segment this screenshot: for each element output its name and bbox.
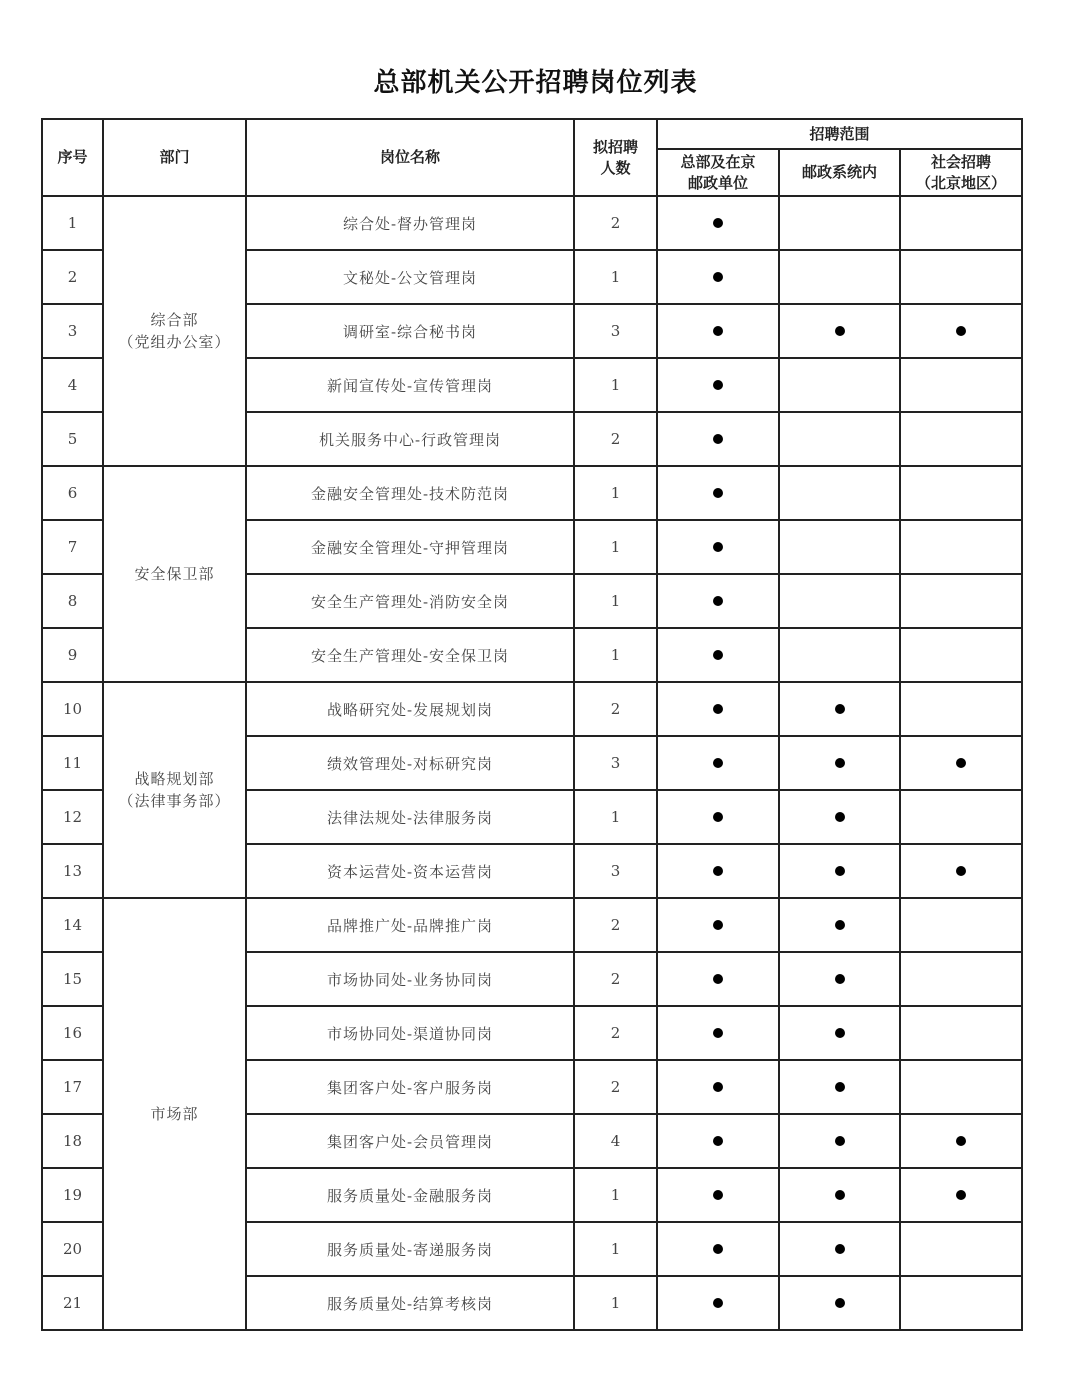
header-position: 岗位名称 (246, 119, 574, 196)
bullet-dot-icon (713, 434, 723, 444)
bullet-dot-icon (835, 704, 845, 714)
scope-public-cell (900, 1168, 1022, 1222)
row-seq: 13 (42, 844, 103, 898)
bullet-dot-icon (956, 326, 966, 336)
dept-subname: （法律事务部） (118, 792, 231, 810)
scope-hq-cell (657, 574, 779, 628)
scope-postal-cell (779, 250, 900, 304)
bullet-dot-icon (713, 866, 723, 876)
row-count: 1 (574, 466, 657, 520)
scope-public-cell (900, 952, 1022, 1006)
bullet-dot-icon (835, 1244, 845, 1254)
row-position: 综合处-督办管理岗 (246, 196, 574, 250)
row-count: 3 (574, 844, 657, 898)
row-position: 品牌推广处-品牌推广岗 (246, 898, 574, 952)
row-count: 1 (574, 1276, 657, 1330)
row-count: 3 (574, 736, 657, 790)
bullet-dot-icon (713, 812, 723, 822)
scope-hq-cell (657, 682, 779, 736)
dept-cell (103, 682, 246, 898)
bullet-dot-icon (713, 1082, 723, 1092)
scope-public-cell (900, 790, 1022, 844)
scope-public-cell (900, 628, 1022, 682)
scope-postal-cell (779, 304, 900, 358)
scope-hq-cell (657, 358, 779, 412)
header-scope-hq-line2: 邮政单位 (687, 173, 748, 192)
row-position: 集团客户处-客户服务岗 (246, 1060, 574, 1114)
bullet-dot-icon (956, 1136, 966, 1146)
scope-postal-cell (779, 952, 900, 1006)
bullet-dot-icon (835, 326, 845, 336)
scope-postal-cell (779, 412, 900, 466)
dept-cell (103, 898, 246, 1330)
row-position: 金融安全管理处-守押管理岗 (246, 520, 574, 574)
bullet-dot-icon (713, 758, 723, 768)
scope-hq-cell (657, 952, 779, 1006)
row-count: 2 (574, 898, 657, 952)
row-position: 金融安全管理处-技术防范岗 (246, 466, 574, 520)
row-count: 1 (574, 574, 657, 628)
scope-postal-cell (779, 358, 900, 412)
bullet-dot-icon (713, 542, 723, 552)
scope-hq-cell (657, 466, 779, 520)
row-seq: 10 (42, 682, 103, 736)
scope-public-cell (900, 736, 1022, 790)
dept-cell (103, 196, 246, 466)
row-count: 2 (574, 412, 657, 466)
scope-postal-cell (779, 898, 900, 952)
bullet-dot-icon (713, 326, 723, 336)
dept-subname: （党组办公室） (118, 333, 231, 351)
row-position: 服务质量处-寄递服务岗 (246, 1222, 574, 1276)
scope-public-cell (900, 844, 1022, 898)
row-seq: 17 (42, 1060, 103, 1114)
scope-hq-cell (657, 844, 779, 898)
row-count: 1 (574, 520, 657, 574)
row-count: 1 (574, 1222, 657, 1276)
row-seq: 3 (42, 304, 103, 358)
scope-postal-cell (779, 1114, 900, 1168)
recruitment-table (41, 118, 1023, 1331)
scope-hq-cell (657, 1060, 779, 1114)
header-count-line1: 拟招聘 (592, 137, 638, 156)
row-position: 文秘处-公文管理岗 (246, 250, 574, 304)
bullet-dot-icon (835, 866, 845, 876)
row-count: 1 (574, 628, 657, 682)
row-count: 1 (574, 358, 657, 412)
scope-hq-cell (657, 250, 779, 304)
scope-hq-cell (657, 1168, 779, 1222)
row-position: 调研室-综合秘书岗 (246, 304, 574, 358)
scope-hq-cell (657, 196, 779, 250)
scope-public-cell (900, 466, 1022, 520)
scope-public-cell (900, 1114, 1022, 1168)
dept-name: 市场部 (150, 1105, 199, 1123)
scope-public-cell (900, 682, 1022, 736)
scope-public-cell (900, 412, 1022, 466)
row-position: 安全生产管理处-消防安全岗 (246, 574, 574, 628)
scope-public-cell (900, 1222, 1022, 1276)
row-position: 机关服务中心-行政管理岗 (246, 412, 574, 466)
row-position: 安全生产管理处-安全保卫岗 (246, 628, 574, 682)
scope-postal-cell (779, 682, 900, 736)
bullet-dot-icon (713, 488, 723, 498)
header-count-line2: 人数 (600, 158, 631, 177)
row-position: 服务质量处-金融服务岗 (246, 1168, 574, 1222)
bullet-dot-icon (835, 758, 845, 768)
header-scope-hq-line1: 总部及在京 (680, 152, 756, 171)
dept-cell (103, 466, 246, 682)
scope-hq-cell (657, 1222, 779, 1276)
row-position: 资本运营处-资本运营岗 (246, 844, 574, 898)
bullet-dot-icon (713, 1028, 723, 1038)
bullet-dot-icon (713, 920, 723, 930)
scope-postal-cell (779, 1276, 900, 1330)
dept-name: 综合部 (150, 311, 199, 329)
scope-public-cell (900, 1276, 1022, 1330)
header-scope-public-line2: （北京地区） (915, 173, 1006, 192)
row-count: 1 (574, 250, 657, 304)
row-count: 1 (574, 790, 657, 844)
bullet-dot-icon (835, 1082, 845, 1092)
page-title: 总部机关公开招聘岗位列表 (373, 68, 698, 98)
bullet-dot-icon (713, 1244, 723, 1254)
bullet-dot-icon (713, 380, 723, 390)
row-seq: 6 (42, 466, 103, 520)
row-count: 4 (574, 1114, 657, 1168)
scope-public-cell (900, 1006, 1022, 1060)
scope-postal-cell (779, 196, 900, 250)
scope-hq-cell (657, 1006, 779, 1060)
header-count (574, 119, 657, 196)
scope-postal-cell (779, 628, 900, 682)
bullet-dot-icon (835, 920, 845, 930)
bullet-dot-icon (956, 758, 966, 768)
header-scope-postal: 邮政系统内 (779, 149, 900, 196)
bullet-dot-icon (713, 218, 723, 228)
row-position: 绩效管理处-对标研究岗 (246, 736, 574, 790)
header-seq: 序号 (42, 119, 103, 196)
row-seq: 18 (42, 1114, 103, 1168)
row-position: 市场协同处-业务协同岗 (246, 952, 574, 1006)
bullet-dot-icon (713, 704, 723, 714)
table-row (42, 682, 1022, 736)
scope-postal-cell (779, 844, 900, 898)
scope-public-cell (900, 304, 1022, 358)
row-seq: 20 (42, 1222, 103, 1276)
scope-public-cell (900, 520, 1022, 574)
scope-postal-cell (779, 1006, 900, 1060)
row-seq: 5 (42, 412, 103, 466)
row-count: 1 (574, 1168, 657, 1222)
bullet-dot-icon (713, 1298, 723, 1308)
scope-hq-cell (657, 790, 779, 844)
scope-hq-cell (657, 304, 779, 358)
scope-hq-cell (657, 628, 779, 682)
row-position: 市场协同处-渠道协同岗 (246, 1006, 574, 1060)
row-seq: 21 (42, 1276, 103, 1330)
table-row (42, 898, 1022, 952)
row-seq: 4 (42, 358, 103, 412)
scope-postal-cell (779, 1222, 900, 1276)
row-seq: 12 (42, 790, 103, 844)
row-position: 服务质量处-结算考核岗 (246, 1276, 574, 1330)
table-row (42, 196, 1022, 250)
row-seq: 1 (42, 196, 103, 250)
row-seq: 19 (42, 1168, 103, 1222)
scope-hq-cell (657, 520, 779, 574)
bullet-dot-icon (713, 272, 723, 282)
row-seq: 2 (42, 250, 103, 304)
scope-postal-cell (779, 1060, 900, 1114)
header-scope-public (900, 149, 1022, 196)
scope-hq-cell (657, 1114, 779, 1168)
bullet-dot-icon (713, 974, 723, 984)
scope-public-cell (900, 898, 1022, 952)
row-count: 2 (574, 1060, 657, 1114)
dept-name: 安全保卫部 (134, 565, 215, 583)
row-count: 2 (574, 952, 657, 1006)
scope-postal-cell (779, 520, 900, 574)
bullet-dot-icon (835, 1136, 845, 1146)
bullet-dot-icon (835, 1190, 845, 1200)
bullet-dot-icon (713, 596, 723, 606)
scope-hq-cell (657, 412, 779, 466)
scope-hq-cell (657, 898, 779, 952)
row-count: 2 (574, 196, 657, 250)
scope-postal-cell (779, 790, 900, 844)
row-seq: 11 (42, 736, 103, 790)
row-position: 法律法规处-法律服务岗 (246, 790, 574, 844)
row-position: 战略研究处-发展规划岗 (246, 682, 574, 736)
scope-public-cell (900, 358, 1022, 412)
table-row (42, 466, 1022, 520)
row-seq: 15 (42, 952, 103, 1006)
bullet-dot-icon (956, 866, 966, 876)
row-seq: 9 (42, 628, 103, 682)
bullet-dot-icon (835, 1028, 845, 1038)
header-scope-hq (657, 149, 779, 196)
bullet-dot-icon (835, 1298, 845, 1308)
scope-hq-cell (657, 736, 779, 790)
header-scope-public-line1: 社会招聘 (930, 152, 991, 171)
bullet-dot-icon (713, 1190, 723, 1200)
row-count: 2 (574, 682, 657, 736)
header-scope: 招聘范围 (657, 119, 1022, 149)
row-count: 3 (574, 304, 657, 358)
row-position: 集团客户处-会员管理岗 (246, 1114, 574, 1168)
scope-public-cell (900, 196, 1022, 250)
scope-postal-cell (779, 466, 900, 520)
row-position: 新闻宣传处-宣传管理岗 (246, 358, 574, 412)
row-seq: 16 (42, 1006, 103, 1060)
dept-name: 战略规划部 (134, 770, 215, 788)
scope-public-cell (900, 1060, 1022, 1114)
bullet-dot-icon (956, 1190, 966, 1200)
scope-postal-cell (779, 574, 900, 628)
row-seq: 14 (42, 898, 103, 952)
row-seq: 7 (42, 520, 103, 574)
table-body (42, 196, 1022, 1330)
bullet-dot-icon (713, 1136, 723, 1146)
scope-postal-cell (779, 1168, 900, 1222)
scope-public-cell (900, 574, 1022, 628)
bullet-dot-icon (713, 650, 723, 660)
scope-public-cell (900, 250, 1022, 304)
row-seq: 8 (42, 574, 103, 628)
scope-postal-cell (779, 736, 900, 790)
bullet-dot-icon (835, 812, 845, 822)
scope-hq-cell (657, 1276, 779, 1330)
bullet-dot-icon (835, 974, 845, 984)
row-count: 2 (574, 1006, 657, 1060)
header-dept: 部门 (103, 119, 246, 196)
